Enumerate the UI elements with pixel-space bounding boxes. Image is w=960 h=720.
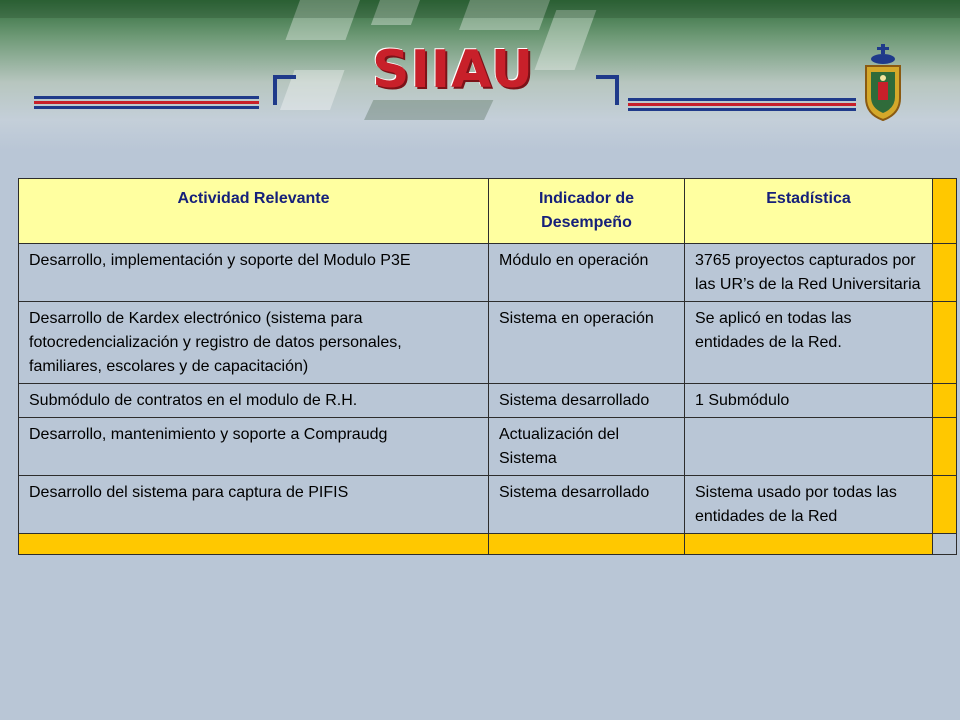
university-crest-icon (860, 42, 906, 122)
stripe-blue (34, 96, 259, 99)
row-accent-cell (933, 302, 957, 384)
cell-indicador: Sistema desarrollado (489, 476, 685, 534)
left-bracket-icon (272, 74, 298, 108)
cell-actividad: Desarrollo, implementación y soporte del Modulo P3E (19, 244, 489, 302)
right-bracket-icon (594, 74, 620, 108)
footer-cell (489, 534, 685, 555)
header-banner (0, 0, 960, 150)
left-stripes (34, 96, 259, 109)
row-accent-cell (933, 418, 957, 476)
header-estadistica: Estadística (685, 179, 933, 244)
cell-estadistica (685, 418, 933, 476)
stripe-blue (34, 106, 259, 109)
table-header-row (19, 179, 957, 244)
cell-estadistica: Sistema usado por todas las entidades de la Red (685, 476, 933, 534)
row-accent-cell (933, 244, 957, 302)
siiau-logo: SIIAU (372, 40, 535, 100)
table-footer-row (19, 534, 957, 555)
cell-estadistica: 1 Submódulo (685, 384, 933, 418)
right-stripes (628, 98, 856, 111)
row-accent-cell (933, 476, 957, 534)
table-row (19, 476, 957, 534)
table-row (19, 418, 957, 476)
cell-indicador: Sistema en operación (489, 302, 685, 384)
cell-indicador: Sistema desarrollado (489, 384, 685, 418)
cell-actividad: Desarrollo, mantenimiento y soporte a Compraudg (19, 418, 489, 476)
footer-cell (685, 534, 933, 555)
table-row (19, 384, 957, 418)
header-accent-cell (933, 179, 957, 244)
activity-table (18, 178, 957, 555)
header-actividad: Actividad Relevante (19, 179, 489, 244)
stripe-red (34, 101, 259, 104)
stripe-red (628, 103, 856, 106)
table-row (19, 302, 957, 384)
stripe-blue (628, 98, 856, 101)
cell-actividad: Desarrollo de Kardex electrónico (sistema para fotocredencialización y registro de datos personales, familiares, escolares y de capacitación) (19, 302, 489, 384)
stripe-blue (628, 108, 856, 111)
header-indicador: Indicador de Desempeño (489, 179, 685, 244)
cell-estadistica: 3765 proyectos capturados por las UR’s de la Red Universitaria (685, 244, 933, 302)
cell-actividad: Submódulo de contratos en el modulo de R.H. (19, 384, 489, 418)
table-row (19, 244, 957, 302)
cell-actividad: Desarrollo del sistema para captura de PIFIS (19, 476, 489, 534)
footer-cell (19, 534, 489, 555)
footer-cell (933, 534, 957, 555)
cell-indicador: Actualización del Sistema (489, 418, 685, 476)
row-accent-cell (933, 384, 957, 418)
cell-indicador: Módulo en operación (489, 244, 685, 302)
cell-estadistica: Se aplicó en todas las entidades de la Red. (685, 302, 933, 384)
